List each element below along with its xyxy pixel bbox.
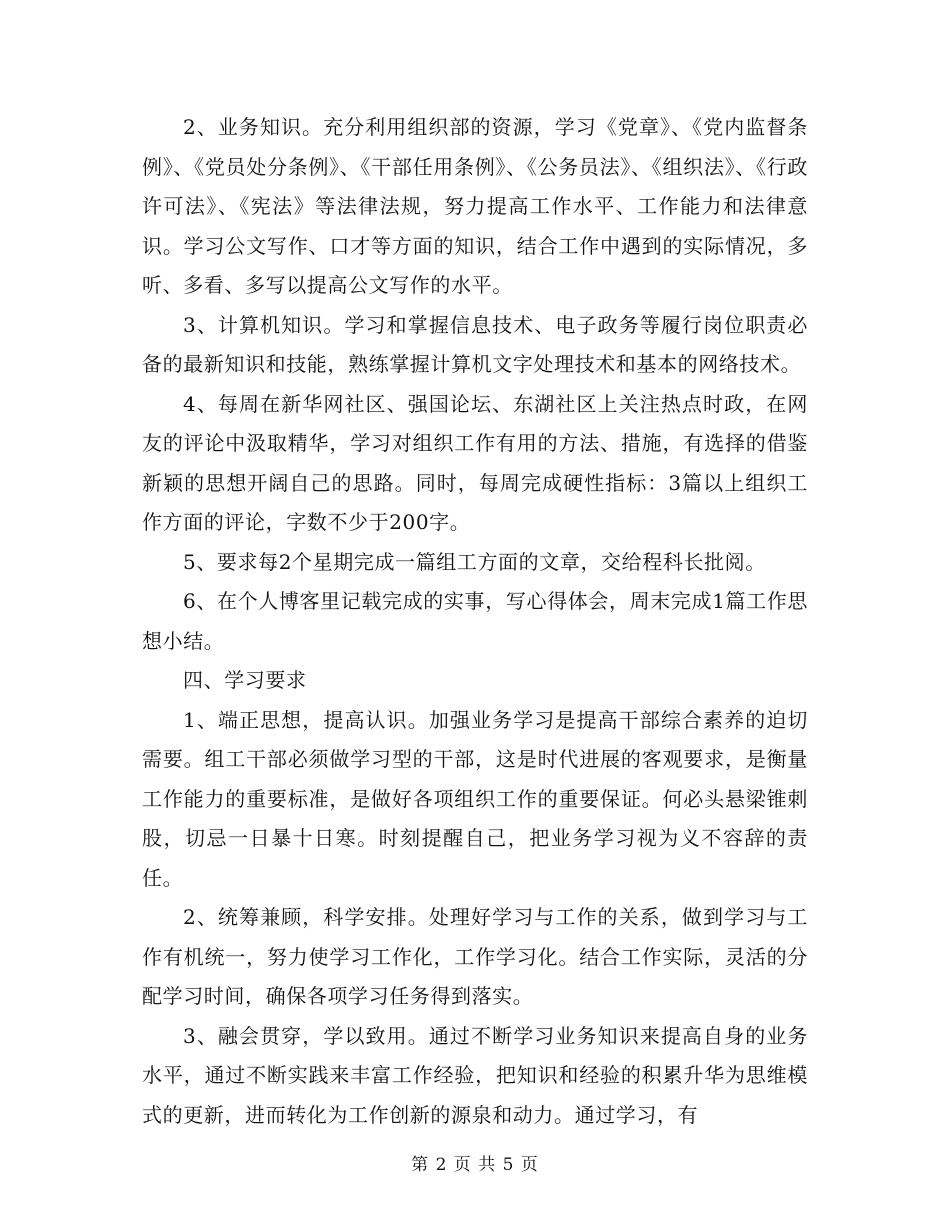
paragraph-business-knowledge: 2、业务知识。充分利用组织部的资源，学习《党章》、《党内监督条例》、《党员处分条例》、《干部任用条例》、《公务员法》、《组织法》、《行政许可法》、《宪法》等法律法规，努力提高工作水平、工作能力和法律意识。学习公文写作、口才等方面的知识，结合工作中遇到的实际情况，多听、多看、多写以提高公文写作的水平。 bbox=[142, 115, 808, 297]
paragraph-biweekly-article: 5、要求每2个星期完成一篇组工方面的文章，交给程科长批阅。 bbox=[183, 549, 766, 574]
page-number-footer: 第 2 页 共 5 页 bbox=[411, 1155, 539, 1175]
paragraph-correct-thinking: 1、端正思想，提高认识。加强业务学习是提高干部综合素养的迫切需要。组工干部必须做学习型的干部，这是时代进展的客观要求，是衡量工作能力的重要标准，是做好各项组织工作的重要保证。何必头悬梁锥刺股，切忌一日暴十日寒。时刻提醒自己，把业务学习视为义不容辞的责任。 bbox=[142, 707, 808, 890]
section-heading-study-requirements: 四、学习要求 bbox=[183, 668, 307, 692]
document-body bbox=[142, 108, 808, 1135]
paragraph-apply-learning: 3、融会贯穿，学以致用。通过不断学习业务知识来提高自身的业务水平，通过不断实践来丰富工作经验，把知识和经验的积累升华为思维模式的更新，进而转化为工作创新的源泉和动力。通过学习，有 bbox=[142, 1023, 808, 1127]
paragraph-personal-blog: 6、在个人博客里记载完成的实事，写心得体会，周末完成1篇工作思想小结。 bbox=[142, 589, 808, 653]
paragraph-computer-knowledge: 3、计算机知识。学习和掌握信息技术、电子政务等履行岗位职责必备的最新知识和技能，熟练掌握计算机文字处理技术和基本的网络技术。 bbox=[142, 312, 808, 376]
paragraph-weekly-forum: 4、每周在新华网社区、强国论坛、东湖社区上关注热点时政，在网友的评论中汲取精华，学习对组织工作有用的方法、措施，有选择的借鉴新颖的思想开阔自己的思路。同时，每周完成硬性指标：3篇以上组织工作方面的评论，字数不少于200字。 bbox=[142, 391, 808, 534]
paragraph-overall-planning: 2、统筹兼顾，科学安排。处理好学习与工作的关系，做到学习与工作有机统一，努力使学习工作化，工作学习化。结合工作实际，灵活的分配学习时间，确保各项学习任务得到落实。 bbox=[142, 905, 808, 1008]
